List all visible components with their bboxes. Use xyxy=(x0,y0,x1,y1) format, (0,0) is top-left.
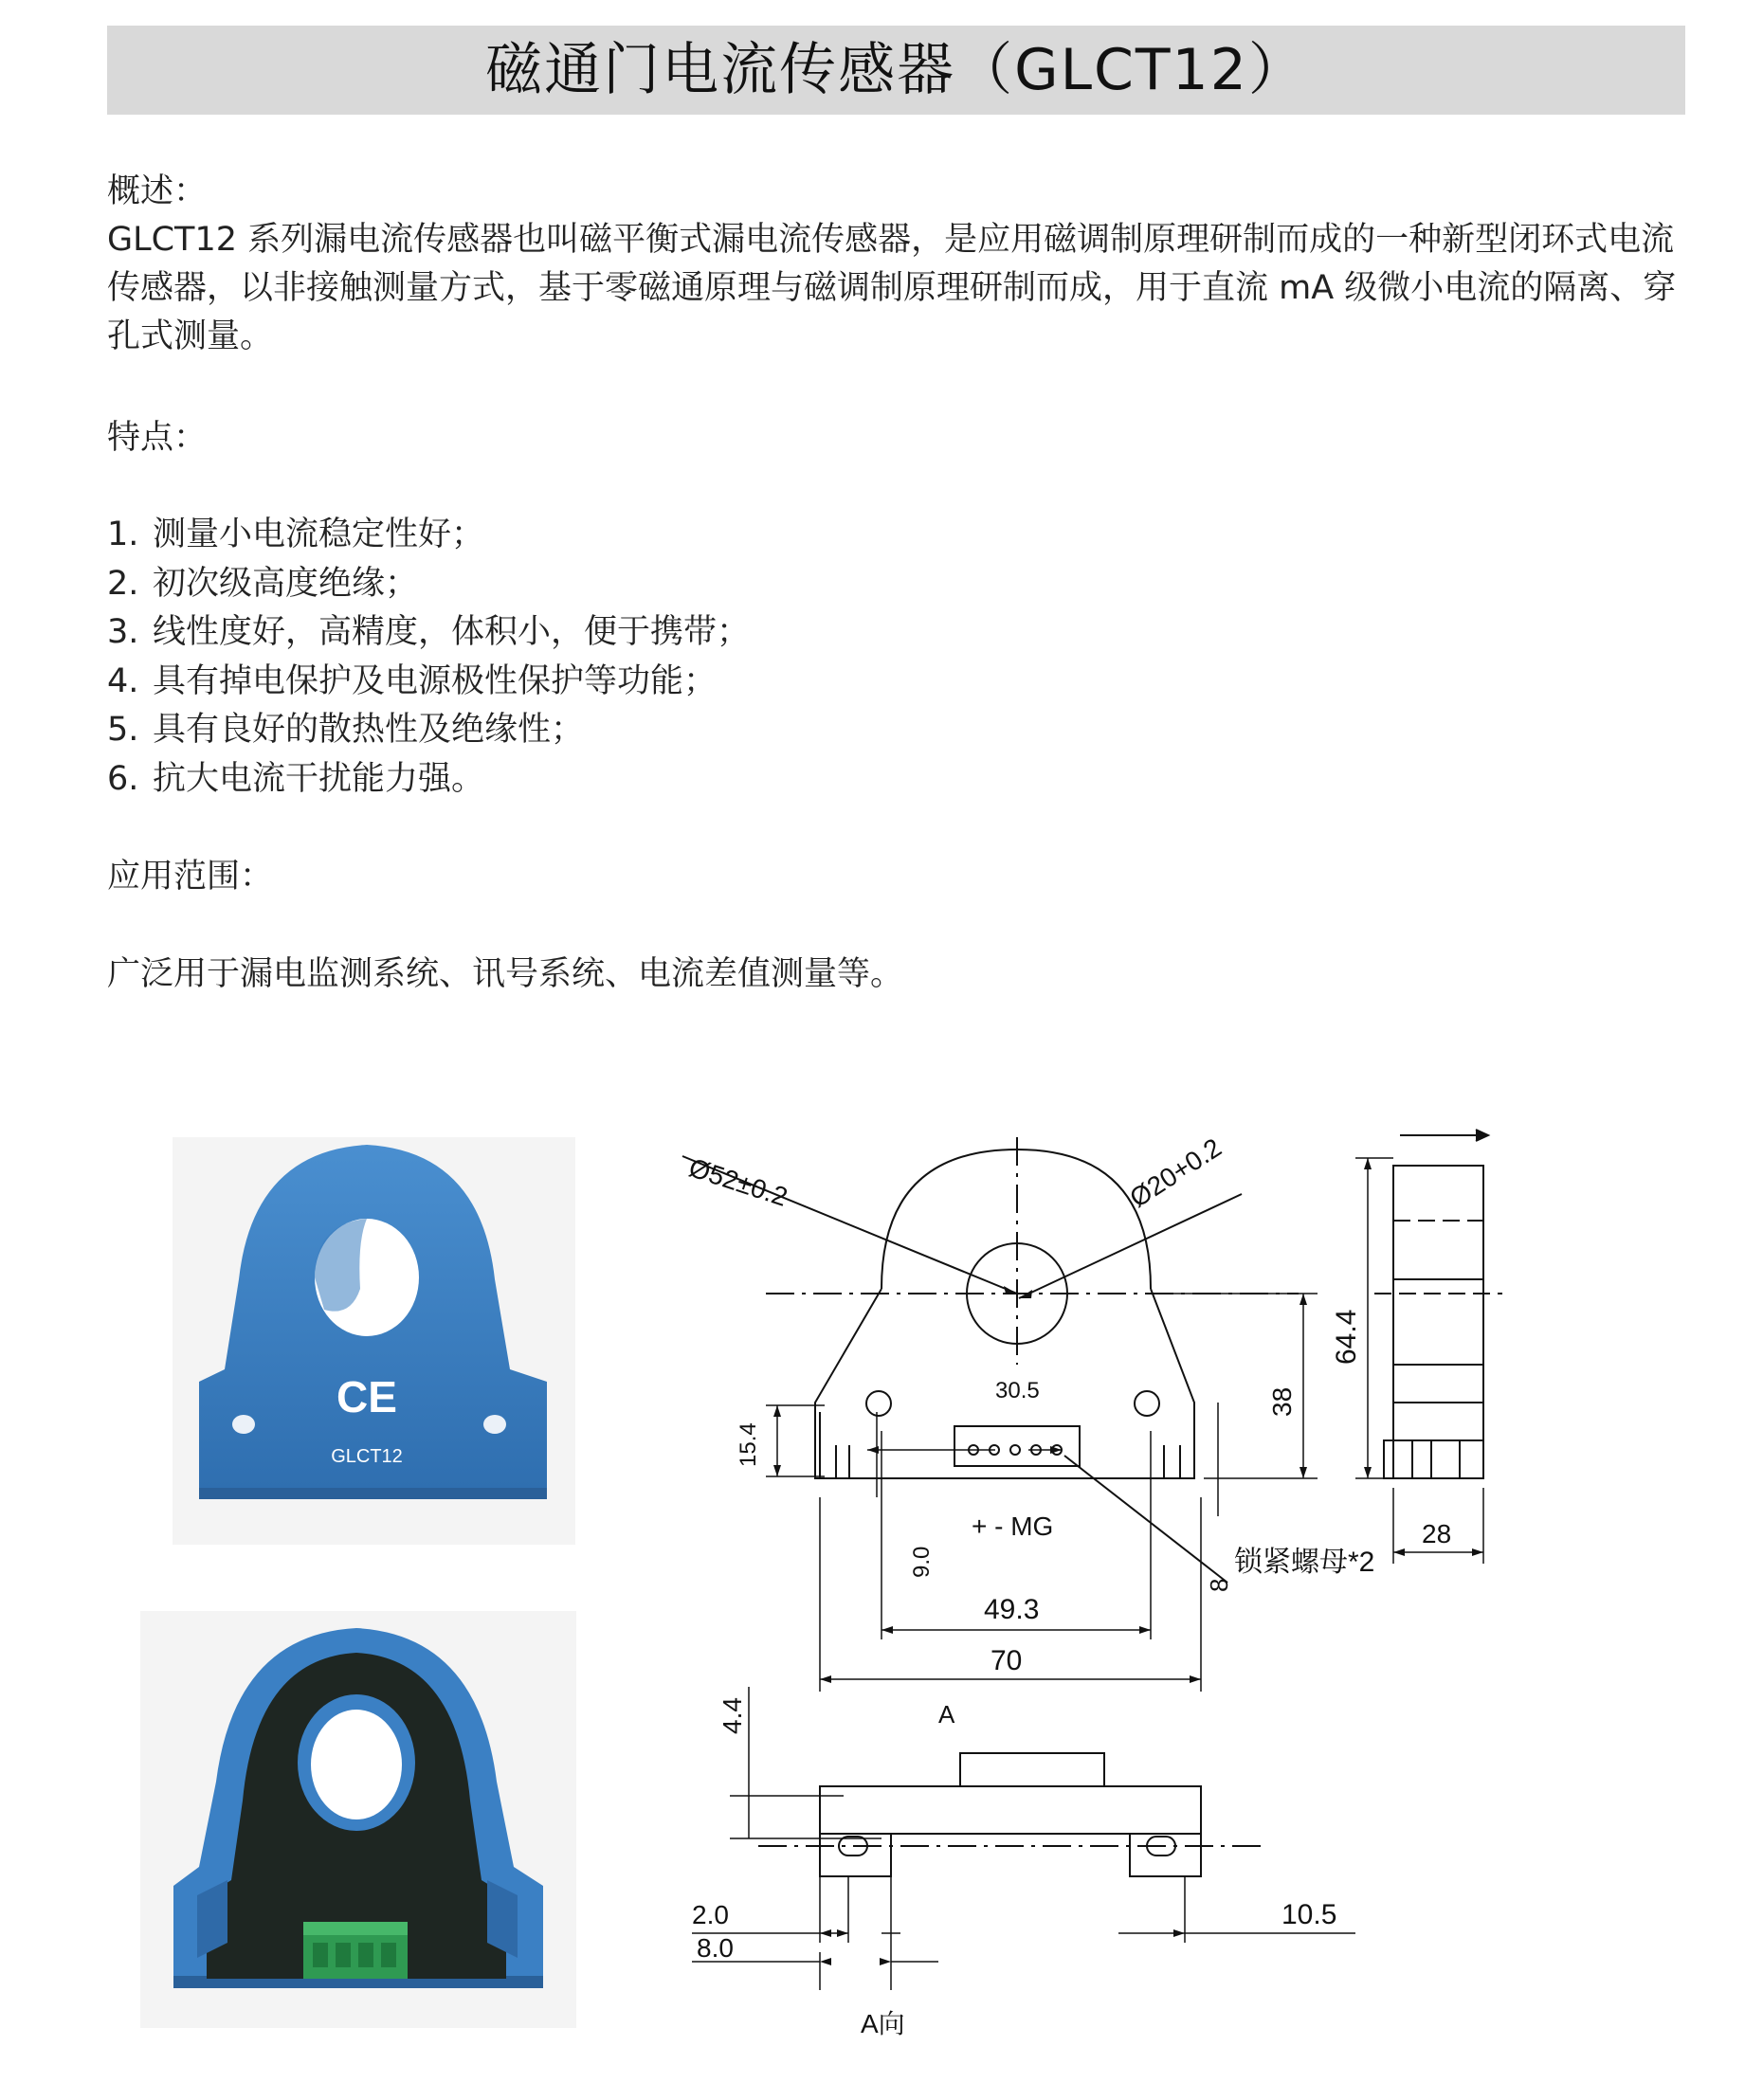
feature-text: 抗大电流干扰能力强。 xyxy=(153,759,485,798)
connector-pins-label: + - MG xyxy=(972,1512,1054,1541)
view-a-direction: A向 xyxy=(861,2009,905,2038)
feature-item xyxy=(107,755,750,805)
view-a-label: A xyxy=(938,1700,955,1729)
page-title: 磁通门电流传感器（GLCT12） xyxy=(485,37,1307,103)
dim-64-4: 64.4 xyxy=(1331,1309,1362,1365)
mount-hole-right xyxy=(483,1415,506,1434)
feature-text: 初次级高度绝缘； xyxy=(153,564,419,603)
dim-15-4: 15.4 xyxy=(736,1422,761,1467)
dim-49-3: 49.3 xyxy=(984,1594,1040,1625)
mount-hole-right xyxy=(1135,1391,1159,1416)
dim-2-0: 2.0 xyxy=(692,1900,729,1929)
product-photo-back xyxy=(140,1611,576,2028)
dim-70: 70 xyxy=(991,1645,1023,1676)
ce-mark: CE xyxy=(336,1372,397,1421)
dim-8-0: 8.0 xyxy=(697,1933,734,1963)
feature-number: 3. xyxy=(107,613,139,651)
dim-28: 28 xyxy=(1422,1519,1452,1548)
side-view xyxy=(1393,1166,1483,1478)
features-list xyxy=(107,511,750,804)
feature-item xyxy=(107,608,750,658)
nut-label: 锁紧螺母*2 xyxy=(1234,1547,1375,1578)
features-heading: 特点： xyxy=(107,419,208,457)
title-bar xyxy=(107,26,1685,115)
mount-hole-left xyxy=(232,1415,255,1434)
bottom-view xyxy=(820,1786,1201,1834)
feature-item xyxy=(107,658,750,707)
dim-8: 8 xyxy=(1205,1578,1233,1592)
sensor-front-image xyxy=(173,1137,575,1545)
overview-heading: 概述： xyxy=(107,172,208,210)
feature-number: 5. xyxy=(107,711,139,749)
dim-30-5: 30.5 xyxy=(995,1378,1040,1403)
feature-text: 测量小电流稳定性好； xyxy=(153,516,485,553)
product-photo-front xyxy=(173,1137,575,1545)
sensor-hole xyxy=(311,1710,402,1819)
feature-number: 2. xyxy=(107,564,139,603)
dim-10-5: 10.5 xyxy=(1281,1899,1337,1930)
overview-body: GLCT12 系列漏电流传感器也叫磁平衡式漏电流传感器，是应用磁调制原理研制而成的一种新型闭环式电流传感器，以非接触测量方式，基于零磁通原理与磁调制原理研制而成，用于直流 mA 级微小电流的隔离、穿孔式测量。 xyxy=(107,221,1677,355)
dim-outer-diameter: Ø52±0.2 xyxy=(685,1152,791,1212)
feature-number: 4. xyxy=(107,661,139,700)
feature-number: 6. xyxy=(107,759,139,798)
front-view-arc xyxy=(882,1150,1151,1289)
mount-hole-left xyxy=(866,1391,891,1416)
sensor-back-image xyxy=(140,1611,576,2028)
dim-4-4: 4.4 xyxy=(718,1697,747,1734)
dim-hole-diameter: Ø20+0.2 xyxy=(1124,1132,1227,1214)
model-label: GLCT12 xyxy=(331,1446,403,1467)
feature-item xyxy=(107,706,750,755)
dimension-drawing xyxy=(654,1118,1697,2056)
feature-number: 1. xyxy=(107,516,139,553)
application-heading: 应用范围： xyxy=(107,858,274,896)
dim-9-0: 9.0 xyxy=(909,1546,935,1578)
application-body: 广泛用于漏电监测系统、讯号系统、电流差值测量等。 xyxy=(107,955,904,993)
feature-item xyxy=(107,511,750,560)
feature-text: 线性度好，高精度，体积小，便于携带； xyxy=(153,613,751,651)
feature-text: 具有掉电保护及电源极性保护等功能； xyxy=(153,661,718,700)
dim-38: 38 xyxy=(1267,1386,1297,1417)
feature-text: 具有良好的散热性及绝缘性； xyxy=(153,711,585,749)
feature-item xyxy=(107,560,750,609)
